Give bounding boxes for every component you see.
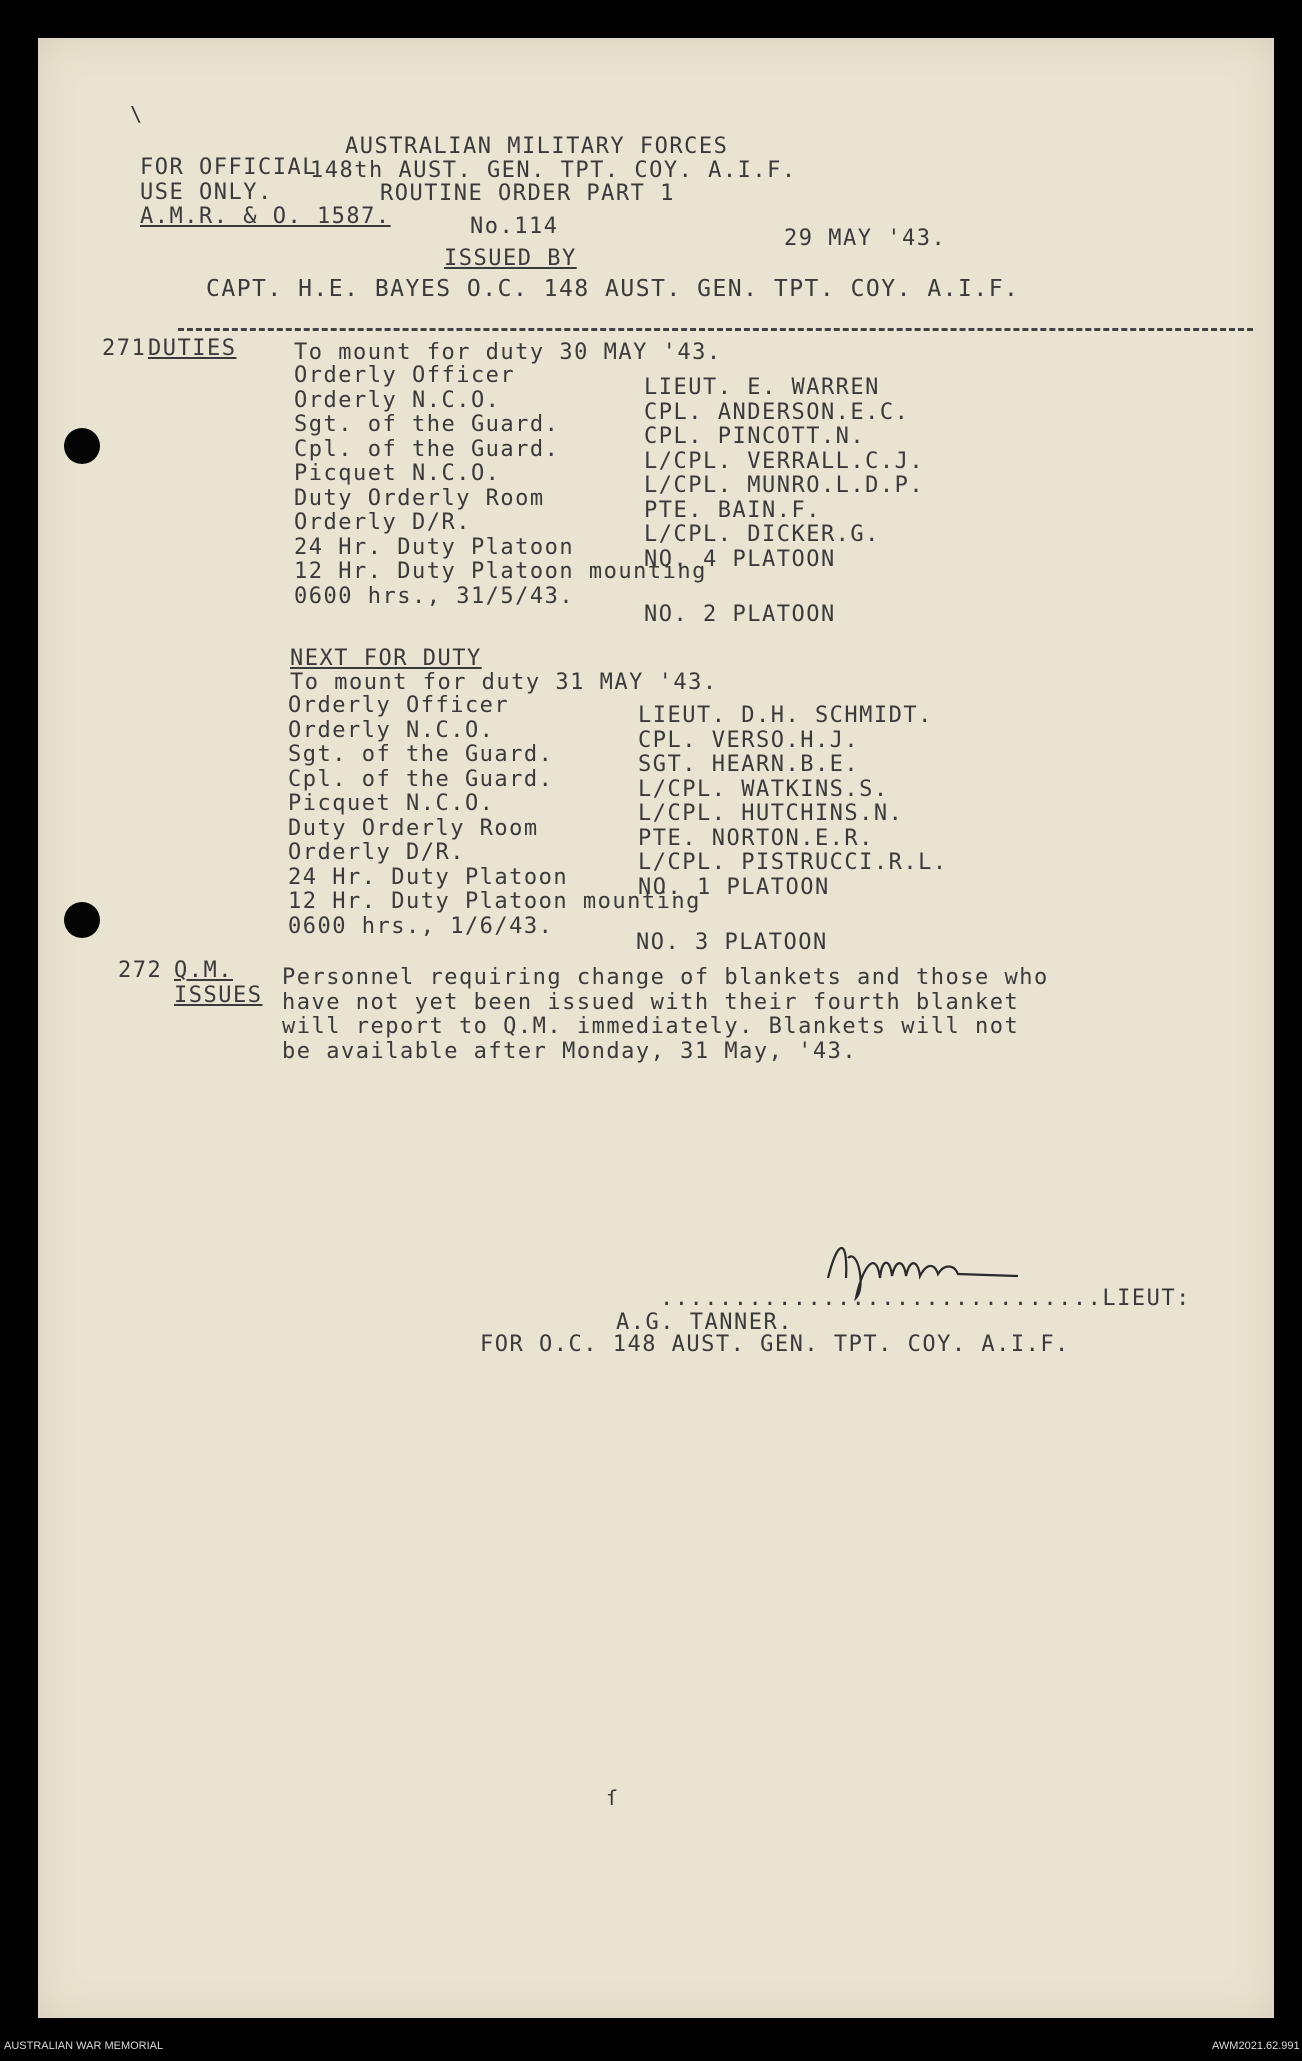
duty-name: L/CPL. WATKINS.S. bbox=[638, 776, 889, 802]
current-duty-names bbox=[644, 376, 924, 572]
header-divider bbox=[178, 328, 1253, 331]
duty-name: L/CPL. DICKER.G. bbox=[644, 522, 880, 547]
duty-role: 24 Hr. Duty Platoon bbox=[294, 534, 575, 560]
document-sheet bbox=[38, 38, 1274, 2018]
duty-role: Duty Orderly Room bbox=[288, 815, 539, 841]
org-title: AUSTRALIAN MILITARY FORCES bbox=[345, 134, 729, 159]
duty-role: Picquet N.C.O. bbox=[294, 461, 501, 486]
duty-heading-30-may: To mount for duty 30 MAY '43. bbox=[294, 340, 722, 365]
pencil-mark: ſ bbox=[606, 1786, 619, 1810]
section-271-number: 271 bbox=[102, 336, 147, 361]
duty-name: CPL. VERSO.H.J. bbox=[638, 727, 860, 753]
section-272-body bbox=[282, 966, 1049, 1064]
duty-role: Cpl. of the Guard. bbox=[294, 436, 560, 462]
footer-archive: AUSTRALIAN WAR MEMORIAL bbox=[4, 2040, 164, 2052]
duty-role: 0600 hrs., 31/5/43. bbox=[294, 583, 575, 609]
next-duty-names bbox=[638, 704, 948, 900]
signatory-capacity: FOR O.C. 148 AUST. GEN. TPT. COY. A.I.F. bbox=[480, 1332, 1070, 1357]
duty-name: LIEUT. E. WARREN bbox=[644, 375, 880, 400]
order-type: ROUTINE ORDER PART 1 bbox=[380, 181, 675, 206]
duty-name-12hr-platoon: NO. 3 PLATOON bbox=[636, 930, 828, 955]
body-line: will report to Q.M. immediately. Blankets will not bbox=[282, 1014, 1020, 1039]
duty-name: LIEUT. D.H. SCHMIDT. bbox=[638, 703, 933, 728]
duty-name: NO. 1 PLATOON bbox=[638, 874, 830, 900]
duty-name: L/CPL. VERRALL.C.J. bbox=[644, 448, 925, 474]
duty-name: L/CPL. PISTRUCCI.R.L. bbox=[638, 850, 948, 875]
duty-heading-31-may: To mount for duty 31 MAY '43. bbox=[290, 670, 718, 695]
body-line: have not yet been issued with their fourth blanket bbox=[282, 989, 1020, 1015]
duty-role: 12 Hr. Duty Platoon mounting bbox=[288, 889, 701, 914]
duty-name: PTE. NORTON.E.R. bbox=[638, 825, 874, 851]
order-number: No.114 bbox=[470, 214, 559, 239]
duty-name: NO. 4 PLATOON bbox=[644, 546, 836, 572]
duty-role: Sgt. of the Guard. bbox=[288, 742, 554, 767]
duty-role: Sgt. of the Guard. bbox=[294, 412, 560, 437]
duty-name-12hr-platoon: NO. 2 PLATOON bbox=[644, 602, 836, 627]
section-272-title-issues: ISSUES bbox=[174, 983, 263, 1008]
unit-title: 148th AUST. GEN. TPT. COY. A.I.F. bbox=[310, 158, 797, 183]
amr-reference: A.M.R. & O. 1587. bbox=[140, 204, 391, 229]
section-271-title: DUTIES bbox=[148, 336, 237, 361]
body-line: be available after Monday, 31 May, '43. bbox=[282, 1038, 858, 1064]
duty-role: Duty Orderly Room bbox=[294, 485, 545, 511]
section-272-number: 272 bbox=[118, 958, 163, 983]
duty-name: CPL. PINCOTT.N. bbox=[644, 424, 866, 449]
section-272-title-qm: Q.M. bbox=[174, 958, 233, 983]
duty-role: Orderly D/R. bbox=[294, 510, 471, 535]
duty-name: L/CPL. HUTCHINS.N. bbox=[638, 801, 904, 826]
duty-name: PTE. BAIN.F. bbox=[644, 497, 821, 523]
duty-name: L/CPL. MUNRO.L.D.P. bbox=[644, 473, 925, 498]
body-line: Personnel requiring change of blankets and those who bbox=[282, 965, 1049, 990]
duty-role: Picquet N.C.O. bbox=[288, 791, 495, 816]
official-use-line-2: USE ONLY. bbox=[140, 179, 273, 205]
duty-role: 12 Hr. Duty Platoon mounting bbox=[294, 559, 707, 584]
duty-role: 0600 hrs., 1/6/43. bbox=[288, 913, 554, 939]
punch-hole-bottom bbox=[64, 902, 100, 938]
duty-role: Orderly D/R. bbox=[288, 840, 465, 865]
official-use-line-1: FOR OFFICIAL bbox=[140, 155, 317, 180]
duty-role: 24 Hr. Duty Platoon bbox=[288, 864, 569, 890]
signature-line: ..............................LIEUT: bbox=[660, 1286, 1191, 1311]
duty-role: Cpl. of the Guard. bbox=[288, 766, 554, 792]
order-date: 29 MAY '43. bbox=[784, 226, 947, 251]
duty-name: CPL. ANDERSON.E.C. bbox=[644, 399, 910, 425]
duty-name: SGT. HEARN.B.E. bbox=[638, 752, 860, 777]
next-for-duty-title: NEXT FOR DUTY bbox=[290, 646, 482, 671]
duty-role: Orderly Officer bbox=[288, 693, 510, 718]
duty-role: Orderly N.C.O. bbox=[294, 387, 501, 413]
signatory-name: A.G. TANNER. bbox=[616, 1310, 793, 1335]
footer-accession: AWM2021.62.991 bbox=[1212, 2040, 1300, 2052]
duty-role: Orderly N.C.O. bbox=[288, 717, 495, 743]
duty-role: Orderly Officer bbox=[294, 363, 516, 388]
issued-by-label: ISSUED BY bbox=[444, 246, 577, 271]
pencil-mark: \ bbox=[130, 102, 143, 126]
issued-by-name: CAPT. H.E. BAYES O.C. 148 AUST. GEN. TPT. COY. A.I.F. bbox=[206, 276, 1020, 302]
punch-hole-top bbox=[64, 428, 100, 464]
